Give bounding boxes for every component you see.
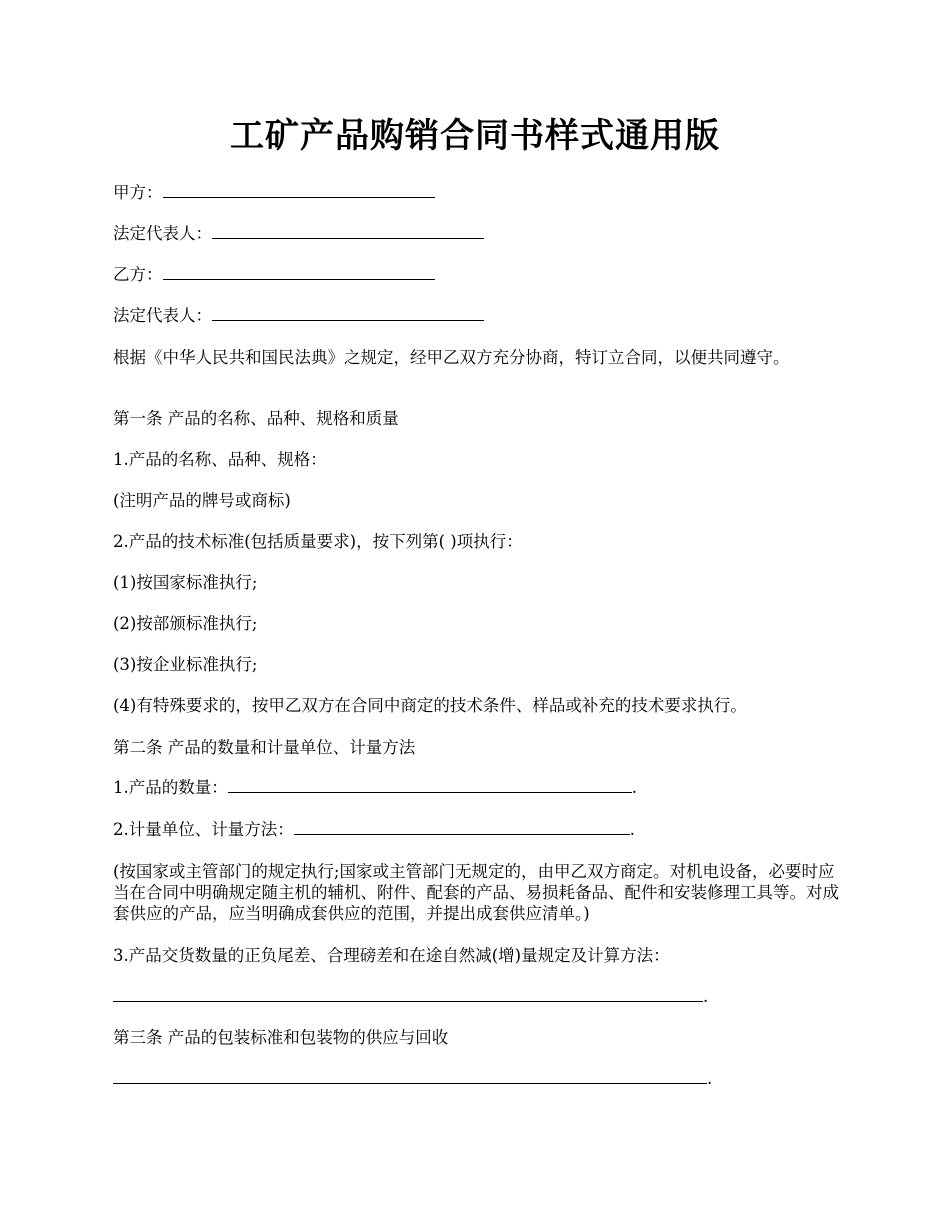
party-b-label: 乙方： (113, 265, 163, 284)
party-a-blank[interactable] (163, 183, 435, 198)
article1-item1: 1.产品的名称、品种、规格： (113, 450, 327, 469)
article1-option1: (1)按国家标准执行; (113, 573, 258, 592)
article1-note1: (注明产品的牌号或商标) (113, 491, 291, 510)
article1-option2: (2)按部颁标准执行; (113, 614, 258, 633)
quantity-blank[interactable] (228, 778, 632, 793)
preamble-paragraph: 根据《中华人民共和国民法典》之规定，经甲乙双方充分协商，特订立合同，以便共同遵守。 (113, 348, 790, 367)
article3-fill-line (113, 1068, 843, 1089)
article1-heading: 第一条 产品的名称、品种、规格和质量 (113, 409, 399, 428)
article2-item2-label: 2.计量单位、计量方法： (113, 820, 294, 839)
article2-item2-period: . (629, 820, 635, 839)
tolerance-blank[interactable] (113, 987, 703, 1002)
party-a-label: 甲方： (113, 183, 163, 202)
document-title: 工矿产品购销合同书样式通用版 (230, 116, 720, 156)
article2-item3-period: . (703, 987, 709, 1006)
legal-rep-b-blank[interactable] (212, 306, 484, 321)
article2-item1-line (113, 777, 843, 798)
article3-period: . (707, 1069, 713, 1088)
article2-note: (按国家或主管部门的规定执行;国家或主管部门无规定的，由甲乙双方商定。对机电设备，必要时应当在合同中明确规定随主机的辅机、附件、配套的产品、易损耗备品、配件和安装修理工具等。对成套供应的产品，应当明确成套供应的范围，并提出成套供应清单。) (113, 862, 839, 923)
packaging-blank[interactable] (113, 1069, 707, 1084)
legal-rep-b-line (113, 305, 843, 326)
party-a-line (113, 182, 843, 203)
legal-rep-a-line (113, 223, 843, 244)
article2-heading: 第二条 产品的数量和计量单位、计量方法 (113, 738, 416, 757)
article1-option3: (3)按企业标准执行; (113, 655, 258, 674)
article1-option4: (4)有特殊要求的，按甲乙双方在合同中商定的技术条件、样品或补充的技术要求执行。 (113, 696, 747, 715)
legal-rep-a-label: 法定代表人： (113, 224, 212, 243)
article1-item2: 2.产品的技术标准(包括质量要求)，按下列第( )项执行： (113, 532, 523, 551)
measurement-blank[interactable] (294, 820, 630, 835)
article2-item3: 3.产品交货数量的正负尾差、合理磅差和在途自然减(增)量规定及计算方法： (113, 946, 670, 965)
legal-rep-b-label: 法定代表人： (113, 306, 212, 325)
legal-rep-a-blank[interactable] (212, 224, 484, 239)
article2-item1-label: 1.产品的数量： (113, 778, 228, 797)
article2-item2-line (113, 819, 843, 840)
article2-item3-fill-line (113, 986, 843, 1007)
article3-heading: 第三条 产品的包装标准和包装物的供应与回收 (113, 1028, 449, 1047)
article2-item1-period: . (631, 778, 637, 797)
party-b-blank[interactable] (163, 265, 435, 280)
party-b-line (113, 264, 843, 285)
